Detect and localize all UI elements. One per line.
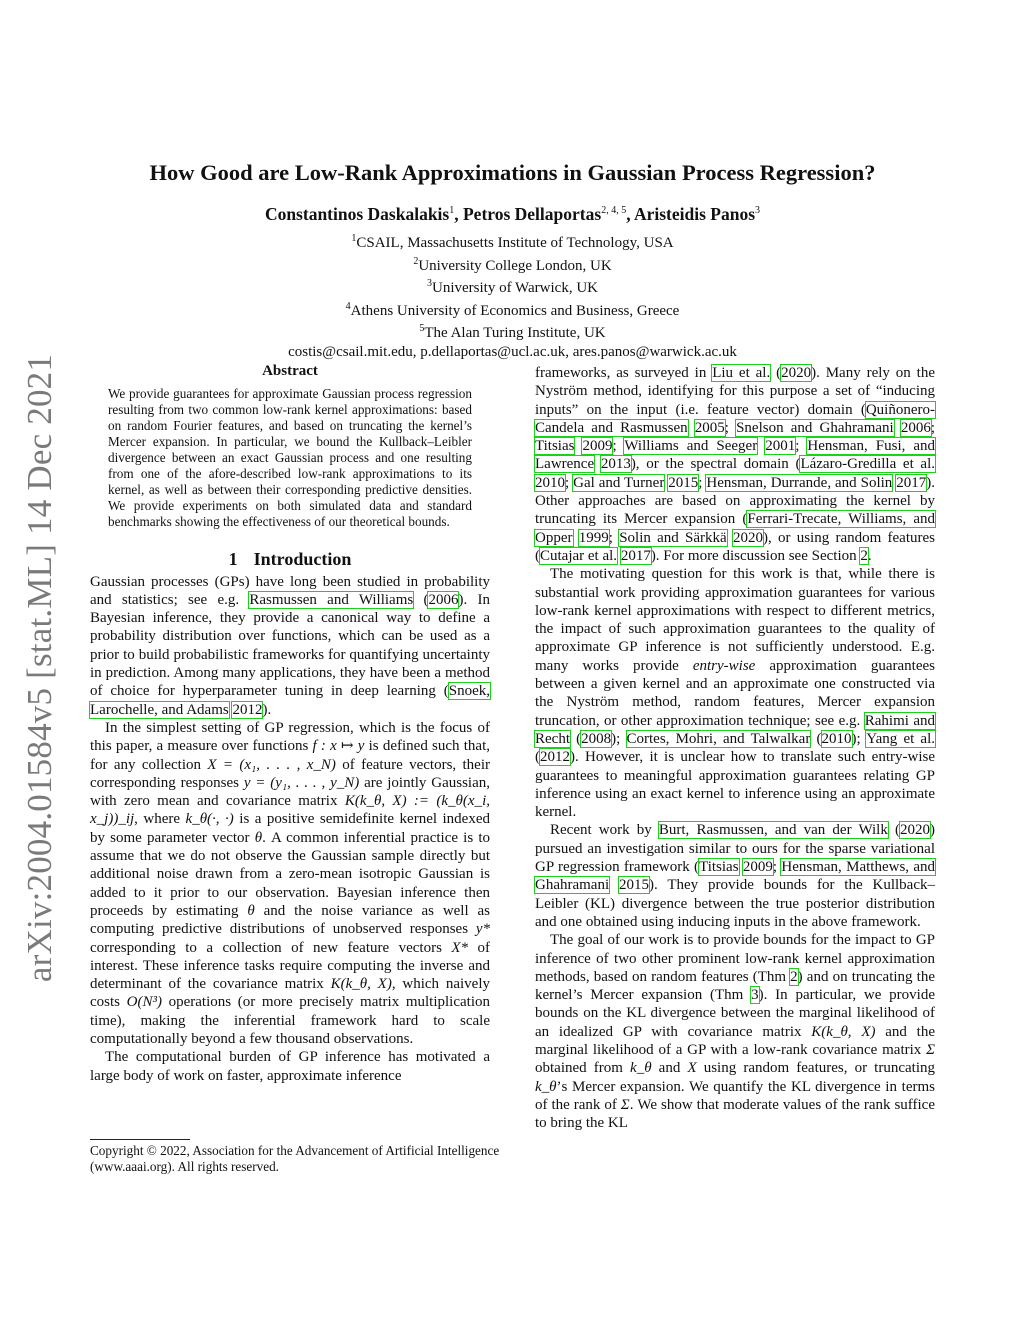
citation-link[interactable]: Burt, Rasmussen, and van der Wilk [658,822,888,839]
intro-paragraph: Gaussian processes (GPs) have long been studied in probability and statistics; see e.g. Rasmussen and Williams (2006). In Bayesian inference, they provide a canonical way to define a probability distribution over functions, which can be used as a prior to build probabilistic frameworks for quantifying uncertainty in prediction. Among many applications, they have been a method of choice for hyperparameter tuning in deep learning (Snoek, Larochelle, and Adams 2012). [90,573,490,718]
math-inline: X [687,1060,697,1077]
citation-link[interactable]: 2012 [540,749,570,766]
math-inline: Σ [620,1096,630,1113]
affiliation-line: $^4$Athens University of Economics and Business, Greece [345,300,680,319]
citation-link[interactable]: Snelson and Ghahramani [736,419,894,436]
author-aff: 1 [449,205,455,217]
author-aff: 2, 4, 5 [601,205,627,217]
citation-link[interactable]: 2009 [582,438,613,455]
citation-link[interactable]: Cortes, Mohri, and Talwalkar [626,730,811,747]
citation-link[interactable]: Rahimi and Recht [535,712,935,747]
affiliation-line: $^5$The Alan Turing Institute, UK [419,323,606,342]
math-inline: X* [451,939,469,956]
intro-paragraph: The computational burden of GP inference has motivated a large body of work on faster, approximate inference [90,1049,490,1084]
citation-link[interactable]: 2020 [781,365,812,381]
math-inline: Σ [926,1041,935,1058]
citation-link[interactable]: 2005 [694,419,725,436]
citation-link[interactable]: Hensman, Fusi, and Lawrence [535,438,936,473]
body-paragraph: The motivating question for this work is that, while there is substantial work providing approximation guarantees for various low-rank kernel approximations with respect to different metrics, the impact of such approximation guarantees to the quality of approximate GP inference is not sufficiently understood. E.g. many works provide entry-wise approximation guarantees between a given kernel and an approximate one constructed via the Nyström method, random features, Mercer expansion truncation, or other approximation technique; see e.g. Rahimi and Recht (2008); Cortes, Mohri, and Talwalkar (2010); Yang et al. (2012). However, it is unclear how to translate such entry-wise guarantees to meaningful approximation guarantees relating GP inference using an exact kernel to inference using an approximate kernel. [535,566,936,821]
author-emails: costis@csail.mit.edu, p.dellaportas@ucl.ac.uk, ares.panos@warwick.ac.uk [288,343,737,360]
body-paragraph: The goal of our work is to provide bounds for the impact to GP inference of two other prominent low-rank kernel approximation methods, based on random features (Thm 2) and on truncating the kernel’s Mercer expansion (Thm 3). In particular, we provide bounds on the KL divergence between the marginal likelihood of an idealized GP with covariance matrix K(k_θ, X) and the marginal likelihood of a GP with a low-rank covariance matrix Σ obtained from k_θ and X using random features, or truncating k_θ’s Mercer expansion. We quantify the KL divergence in terms of the rank of Σ. We show that moderate values of the rank suffice to bring the KL [535,932,935,1132]
citation-link[interactable]: Solin and Särkkä [619,529,727,546]
affiliation-line: $^2$University College London, UK [413,255,612,274]
citation-link[interactable]: Quiñonero-Candela and Rasmussen [535,401,935,436]
math-inline: K(k_θ, X) [811,1023,876,1040]
left-column [90,362,490,1085]
body-paragraph: frameworks, as surveyed in Liu et al. (2020). Many rely on the Nyström method, identifying for this purpose a set of “inducing inputs” on the input (i.e. feature vector) domain (Quiñonero-Candela and Rasmussen 2005; Snelson and Ghahramani 2006; Titsias 2009; Williams and Seeger 2001; Hensman, Fusi, and Lawrence 2013), or the spectral domain (Lázaro-Gredilla et al. 2010; Gal and Turner 2015; Hensman, Durrande, and Solin 2017). Other approaches are based on approximating the kernel by truncating its Mercer expansion (Ferrari-Trecate, Williams, and Opper 1999; Solin and Särkkä 2020), or using random features (Cutajar et al. 2017). For more discussion see Section 2. [535,365,936,564]
citation-link[interactable]: 2006 [428,591,459,608]
citation-link[interactable]: Titsias [535,438,575,455]
citation-link[interactable]: 2010 [821,730,852,747]
citation-link[interactable]: 2009 [742,859,773,876]
citation-link[interactable]: Liu et al. [712,365,771,381]
math-inline: K(k_θ, X) := (k_θ(x_i, x_j))_ij [90,793,490,828]
author-aff: 3 [755,205,761,217]
body-paragraph: Recent work by Burt, Rasmussen, and van der Wilk (2020) pursued an investigation similar to ours for the sparse variational GP regression framework (Titsias 2009; Hensman, Matthews, and Ghahramani 2015). They provide bounds for the Kullback–Leibler (KL) divergence between the true posterior distribution and one obtained using inducing inputs in the above framework. [535,822,936,930]
citation-link[interactable]: 2012 [232,701,263,718]
citation-link[interactable]: 2017 [896,474,927,491]
citation-link[interactable]: Snoek, Larochelle, and Adams [90,683,490,718]
citation-link[interactable]: 2006 [900,419,931,436]
abstract-text: We provide guarantees for approximate Gaussian process regression resulting from two common low-rank kernel approximations: based on random Fourier features, and based on truncating the kernel’s Mercer expansion. In particular, we bound the Kullback–Leibler divergence between an exact Gaussian process and one resulting from one of the afore-described low-rank approximations to its kernel, as well as between their corresponding predictive densities. We provide experiments on both simulated data and standard benchmarks showing the effectiveness of our theoretical bounds. [108,386,472,530]
math-inline: k_θ [630,1060,652,1077]
citation-link[interactable]: Rasmussen and Williams [249,591,414,608]
section-heading-introduction: 1 Introduction [228,549,352,570]
author-name: Aristeidis Panos [633,204,756,224]
arxiv-stamp: arXiv:2004.01584v5 [stat.ML] 14 Dec 2021 [20,353,59,983]
right-column [535,364,935,1132]
affiliations [90,230,935,362]
math-inline: k_θ(·, ·) [185,811,234,828]
citation-link[interactable]: 2010 [535,474,565,491]
math-inline: y = (y₁, . . . , y_N) [243,774,360,791]
math-inline: O(N³) [126,994,162,1011]
affiliation-line: $^1$CSAIL, Massachusetts Institute of Technology, USA [351,233,674,251]
citation-link[interactable]: Hensman, Durrande, and Solin [706,474,893,491]
citation-link[interactable]: 2008 [581,730,612,747]
math-inline: θ [254,829,263,846]
citation-link[interactable]: Lázaro-Gredilla et al. [800,456,935,473]
abstract-heading: Abstract [262,363,318,379]
paper-title: How Good are Low-Rank Approximations in Gaussian Process Regression? [149,160,876,185]
citation-link[interactable]: 2017 [620,547,651,564]
math-inline: X = (x₁, . . . , x_N) [207,756,336,773]
math-inline: K(k_θ, X) [330,976,392,993]
citation-link[interactable]: Gal and Turner [573,474,665,491]
citation-link[interactable]: 2020 [899,822,930,839]
math-inline: θ [247,902,255,919]
footnote-divider [90,1139,190,1140]
author-name: Constantinos Daskalakis [264,204,450,224]
author-list: Constantinos Daskalakis$^1$, Petros Dellaportas$^{2, 4, 5}$, Aristeidis Panos$^3$ [264,204,761,224]
citation-link[interactable]: Yang et al. [866,730,936,747]
theorem-ref-link[interactable]: 2 [790,968,798,985]
math-inline: f : x ↦ y [312,738,365,755]
author-name: Petros Dellaportas [462,204,602,224]
citation-link[interactable]: 2001 [765,438,796,455]
math-inline: k_θ [535,1078,557,1095]
theorem-ref-link[interactable]: 3 [751,987,759,1004]
citation-link[interactable]: Williams and Seeger [624,438,758,455]
emphasis: entry-wise [692,657,756,674]
citation-link[interactable]: 2013 [600,456,631,473]
math-inline: y* [475,921,490,938]
citation-link[interactable]: 2015 [619,877,650,894]
citation-link[interactable]: Cutajar et al. [540,547,618,564]
intro-paragraph: In the simplest setting of GP regression, which is the focus of this paper, a measure over functions f : x ↦ y is defined such that, for any collection X = (x₁, . . . , x_N) of feature vectors, their corresponding responses y = (y₁, . . . , y_N) are jointly Gaussian, with zero mean and covariance matrix K(k_θ, X) := (k_θ(x_i, x_j))_ij, where k_θ(·, ·) is a positive semidefinite kernel indexed by some parameter vector θ. A common inferential practice is to assume that we do not observe the Gaussian sample directly but additional noise drawn from a zero-mean isotropic Gaussian is added to it prior to our observation. Bayesian inference then proceeds by estimating θ and the noise variance as well as computing predictive distributions of unobserved responses y* corresponding to a collection of new feature vectors X* of interest. These inference tasks require computing the inverse and determinant of the covariance matrix K(k_θ, X), which naively costs O(N³) operations (or more precisely matrix multiplication time), making the inferential framework hard to scale computationally beyond a few thousand observations. [90,719,491,1048]
citation-link[interactable]: 1999 [578,529,609,546]
copyright-footnote: Copyright © 2022, Association for the Advancement of Artificial Intelligence (www.aaai.org). All rights reserved. [90,1143,500,1174]
citation-link[interactable]: Hensman, Matthews, and Ghahramani [535,859,936,894]
citation-link[interactable]: Titsias [699,859,739,876]
citation-link[interactable]: Ferrari-Trecate, Williams, and Opper [535,511,935,546]
citation-link[interactable]: 2015 [668,474,699,491]
affiliation-line: $^3$University of Warwick, UK [427,278,598,297]
section-ref-link[interactable]: 2 [860,547,868,564]
citation-link[interactable]: 2020 [732,529,763,546]
